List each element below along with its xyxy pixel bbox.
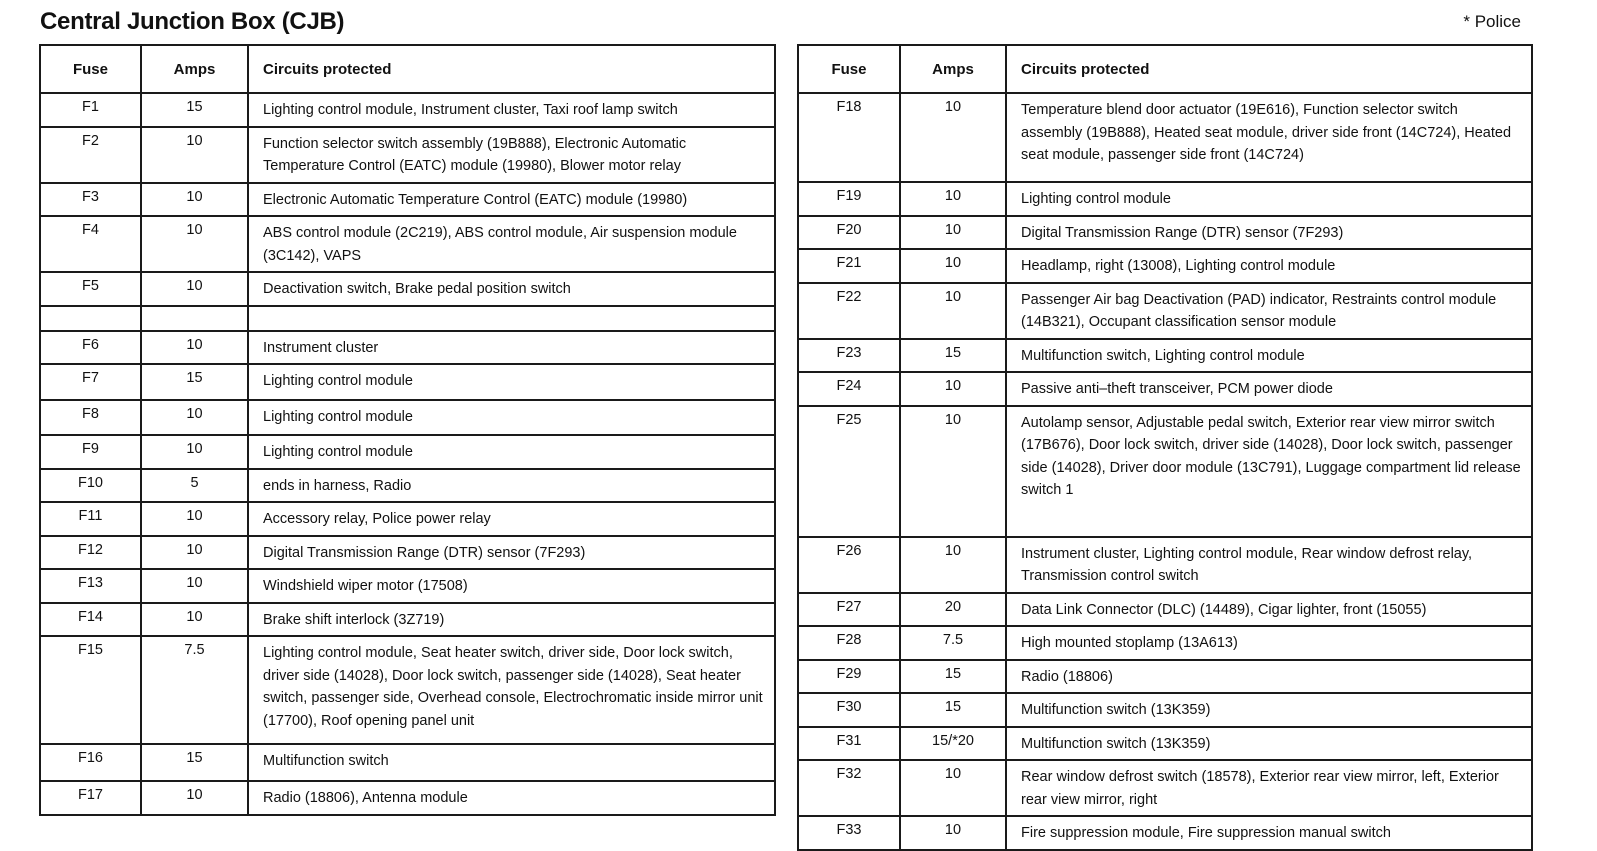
amps-cell: 10: [141, 216, 248, 272]
fuse-id-cell: F28: [798, 626, 900, 660]
circuits-cell: ends in harness, Radio: [248, 469, 775, 503]
circuits-cell: Autolamp sensor, Adjustable pedal switch, Exterior rear view mirror switch (17B676), Door lock switch, driver side (14028), Door lock switch, passenger side (14028), Driver door module (13C791), Luggage compartment lid release switch 1: [1006, 406, 1532, 537]
table-row: [798, 406, 1532, 537]
circuits-cell: High mounted stoplamp (13A613): [1006, 626, 1532, 660]
fuse-id-cell: F7: [40, 364, 141, 400]
table-row: [40, 364, 775, 400]
table-row: [798, 216, 1532, 250]
police-footnote: * Police: [1463, 12, 1521, 31]
table-row: [40, 636, 775, 744]
amps-cell: 10: [141, 603, 248, 637]
table-row: [798, 339, 1532, 373]
table-header-row: [798, 45, 1532, 93]
circuits-cell: ABS control module (2C219), ABS control module, Air suspension module (3C142), VAPS: [248, 216, 775, 272]
circuits-cell: Lighting control module: [248, 364, 775, 400]
amps-cell: 10: [900, 537, 1006, 593]
fuse-id-cell: F1: [40, 93, 141, 127]
fuse-id-cell: [40, 306, 141, 331]
amps-cell: [141, 306, 248, 331]
fuse-table-left: [39, 44, 776, 816]
circuits-cell: Windshield wiper motor (17508): [248, 569, 775, 603]
fuse-id-cell: F14: [40, 603, 141, 637]
amps-cell: 10: [141, 127, 248, 183]
circuits-cell: Passive anti–theft transceiver, PCM power diode: [1006, 372, 1532, 406]
table-row: [798, 593, 1532, 627]
fuse-id-cell: F31: [798, 727, 900, 761]
amps-cell: 10: [141, 435, 248, 469]
fuse-table-right: [797, 44, 1533, 851]
table-row: [798, 626, 1532, 660]
amps-cell: 10: [900, 760, 1006, 816]
table-row: [40, 306, 775, 331]
amps-cell: 10: [900, 816, 1006, 850]
fuse-id-cell: F33: [798, 816, 900, 850]
fuse-id-cell: F3: [40, 183, 141, 217]
table-row: [40, 435, 775, 469]
table-row: [798, 816, 1532, 850]
amps-cell: 10: [141, 400, 248, 435]
fuse-id-cell: F26: [798, 537, 900, 593]
table-row: [40, 781, 775, 815]
fuse-id-cell: F16: [40, 744, 141, 781]
amps-cell: 7.5: [141, 636, 248, 744]
amps-cell: 15: [141, 744, 248, 781]
fuse-id-cell: F8: [40, 400, 141, 435]
table-row: [40, 400, 775, 435]
table-row: [798, 693, 1532, 727]
circuits-cell: Instrument cluster, Lighting control module, Rear window defrost relay, Transmission control switch: [1006, 537, 1532, 593]
circuits-cell: Brake shift interlock (3Z719): [248, 603, 775, 637]
column-header-amps: Amps: [141, 45, 248, 93]
table-row: [40, 183, 775, 217]
fuse-id-cell: F12: [40, 536, 141, 570]
amps-cell: 7.5: [900, 626, 1006, 660]
table-row: [40, 93, 775, 127]
fuse-id-cell: F13: [40, 569, 141, 603]
fuse-id-cell: F29: [798, 660, 900, 694]
fuse-id-cell: F21: [798, 249, 900, 283]
fuse-id-cell: F2: [40, 127, 141, 183]
circuits-cell: Radio (18806), Antenna module: [248, 781, 775, 815]
circuits-cell: Lighting control module, Seat heater switch, driver side, Door lock switch, driver side (14028), Door lock switch, passenger side (14028), Seat heater switch, passenger side, Overhead console, Electrochromatic inside mirror unit (17700), Roof opening panel unit: [248, 636, 775, 744]
column-header-circuits: Circuits protected: [1006, 45, 1532, 93]
table-row: [40, 469, 775, 503]
fuse-id-cell: F30: [798, 693, 900, 727]
table-row: [798, 182, 1532, 216]
amps-cell: 5: [141, 469, 248, 503]
fuse-id-cell: F10: [40, 469, 141, 503]
table-row: [798, 660, 1532, 694]
table-row: [40, 216, 775, 272]
circuits-cell: Lighting control module: [248, 400, 775, 435]
circuits-cell: Lighting control module: [248, 435, 775, 469]
fuse-id-cell: F20: [798, 216, 900, 250]
amps-cell: 10: [900, 249, 1006, 283]
circuits-cell: Multifunction switch (13K359): [1006, 693, 1532, 727]
table-row: [40, 603, 775, 637]
page-title: Central Junction Box (CJB): [40, 8, 345, 35]
table-row: [40, 272, 775, 306]
column-header-amps: Amps: [900, 45, 1006, 93]
circuits-cell: Multifunction switch, Lighting control module: [1006, 339, 1532, 373]
column-header-fuse: Fuse: [40, 45, 141, 93]
amps-cell: 10: [900, 283, 1006, 339]
circuits-cell: Multifunction switch: [248, 744, 775, 781]
amps-cell: 10: [141, 183, 248, 217]
fuse-id-cell: F23: [798, 339, 900, 373]
table-row: [40, 502, 775, 536]
table-row: [798, 537, 1532, 593]
circuits-cell: Lighting control module: [1006, 182, 1532, 216]
table-row: [798, 760, 1532, 816]
table-row: [40, 331, 775, 365]
table-row: [798, 93, 1532, 182]
table-row: [798, 727, 1532, 761]
fuse-id-cell: F17: [40, 781, 141, 815]
amps-cell: 20: [900, 593, 1006, 627]
circuits-cell: Passenger Air bag Deactivation (PAD) indicator, Restraints control module (14B321), Occupant classification sensor module: [1006, 283, 1532, 339]
circuits-cell: Data Link Connector (DLC) (14489), Cigar lighter, front (15055): [1006, 593, 1532, 627]
fuse-id-cell: F15: [40, 636, 141, 744]
table-row: [40, 127, 775, 183]
circuits-cell: Fire suppression module, Fire suppression manual switch: [1006, 816, 1532, 850]
fuse-id-cell: F4: [40, 216, 141, 272]
fuse-id-cell: F6: [40, 331, 141, 365]
table-row: [798, 249, 1532, 283]
table-row: [40, 536, 775, 570]
circuits-cell: Digital Transmission Range (DTR) sensor (7F293): [248, 536, 775, 570]
column-header-circuits: Circuits protected: [248, 45, 775, 93]
amps-cell: 10: [900, 182, 1006, 216]
amps-cell: 15: [141, 93, 248, 127]
table-row: [40, 744, 775, 781]
circuits-cell: Accessory relay, Police power relay: [248, 502, 775, 536]
fuse-id-cell: F22: [798, 283, 900, 339]
amps-cell: 10: [900, 406, 1006, 537]
fuse-id-cell: F11: [40, 502, 141, 536]
circuits-cell: Temperature blend door actuator (19E616), Function selector switch assembly (19B888), Heated seat module, driver side front (14C724), Heated seat module, passenger side front (14C724): [1006, 93, 1532, 182]
table-row: [798, 372, 1532, 406]
circuits-cell: Rear window defrost switch (18578), Exterior rear view mirror, left, Exterior rear view mirror, right: [1006, 760, 1532, 816]
circuits-cell: Function selector switch assembly (19B888), Electronic Automatic Temperature Control (EATC) module (19980), Blower motor relay: [248, 127, 775, 183]
amps-cell: 10: [141, 569, 248, 603]
table-row: [798, 283, 1532, 339]
amps-cell: 10: [900, 93, 1006, 182]
circuits-cell: Multifunction switch (13K359): [1006, 727, 1532, 761]
amps-cell: 10: [900, 216, 1006, 250]
fuse-id-cell: F25: [798, 406, 900, 537]
fuse-id-cell: F27: [798, 593, 900, 627]
amps-cell: 10: [141, 272, 248, 306]
amps-cell: 10: [141, 536, 248, 570]
circuits-cell: Instrument cluster: [248, 331, 775, 365]
fuse-id-cell: F32: [798, 760, 900, 816]
fuse-id-cell: F5: [40, 272, 141, 306]
amps-cell: 15: [900, 660, 1006, 694]
circuits-cell: Deactivation switch, Brake pedal position switch: [248, 272, 775, 306]
fuse-id-cell: F18: [798, 93, 900, 182]
circuits-cell: Electronic Automatic Temperature Control (EATC) module (19980): [248, 183, 775, 217]
circuits-cell: Lighting control module, Instrument cluster, Taxi roof lamp switch: [248, 93, 775, 127]
fuse-id-cell: F9: [40, 435, 141, 469]
column-header-fuse: Fuse: [798, 45, 900, 93]
amps-cell: 15/*20: [900, 727, 1006, 761]
circuits-cell: [248, 306, 775, 331]
amps-cell: 10: [141, 331, 248, 365]
circuits-cell: Radio (18806): [1006, 660, 1532, 694]
amps-cell: 15: [900, 693, 1006, 727]
amps-cell: 15: [900, 339, 1006, 373]
amps-cell: 10: [141, 781, 248, 815]
table-header-row: [40, 45, 775, 93]
amps-cell: 10: [900, 372, 1006, 406]
amps-cell: 15: [141, 364, 248, 400]
amps-cell: 10: [141, 502, 248, 536]
circuits-cell: Headlamp, right (13008), Lighting control module: [1006, 249, 1532, 283]
fuse-id-cell: F24: [798, 372, 900, 406]
circuits-cell: Digital Transmission Range (DTR) sensor (7F293): [1006, 216, 1532, 250]
table-row: [40, 569, 775, 603]
fuse-id-cell: F19: [798, 182, 900, 216]
